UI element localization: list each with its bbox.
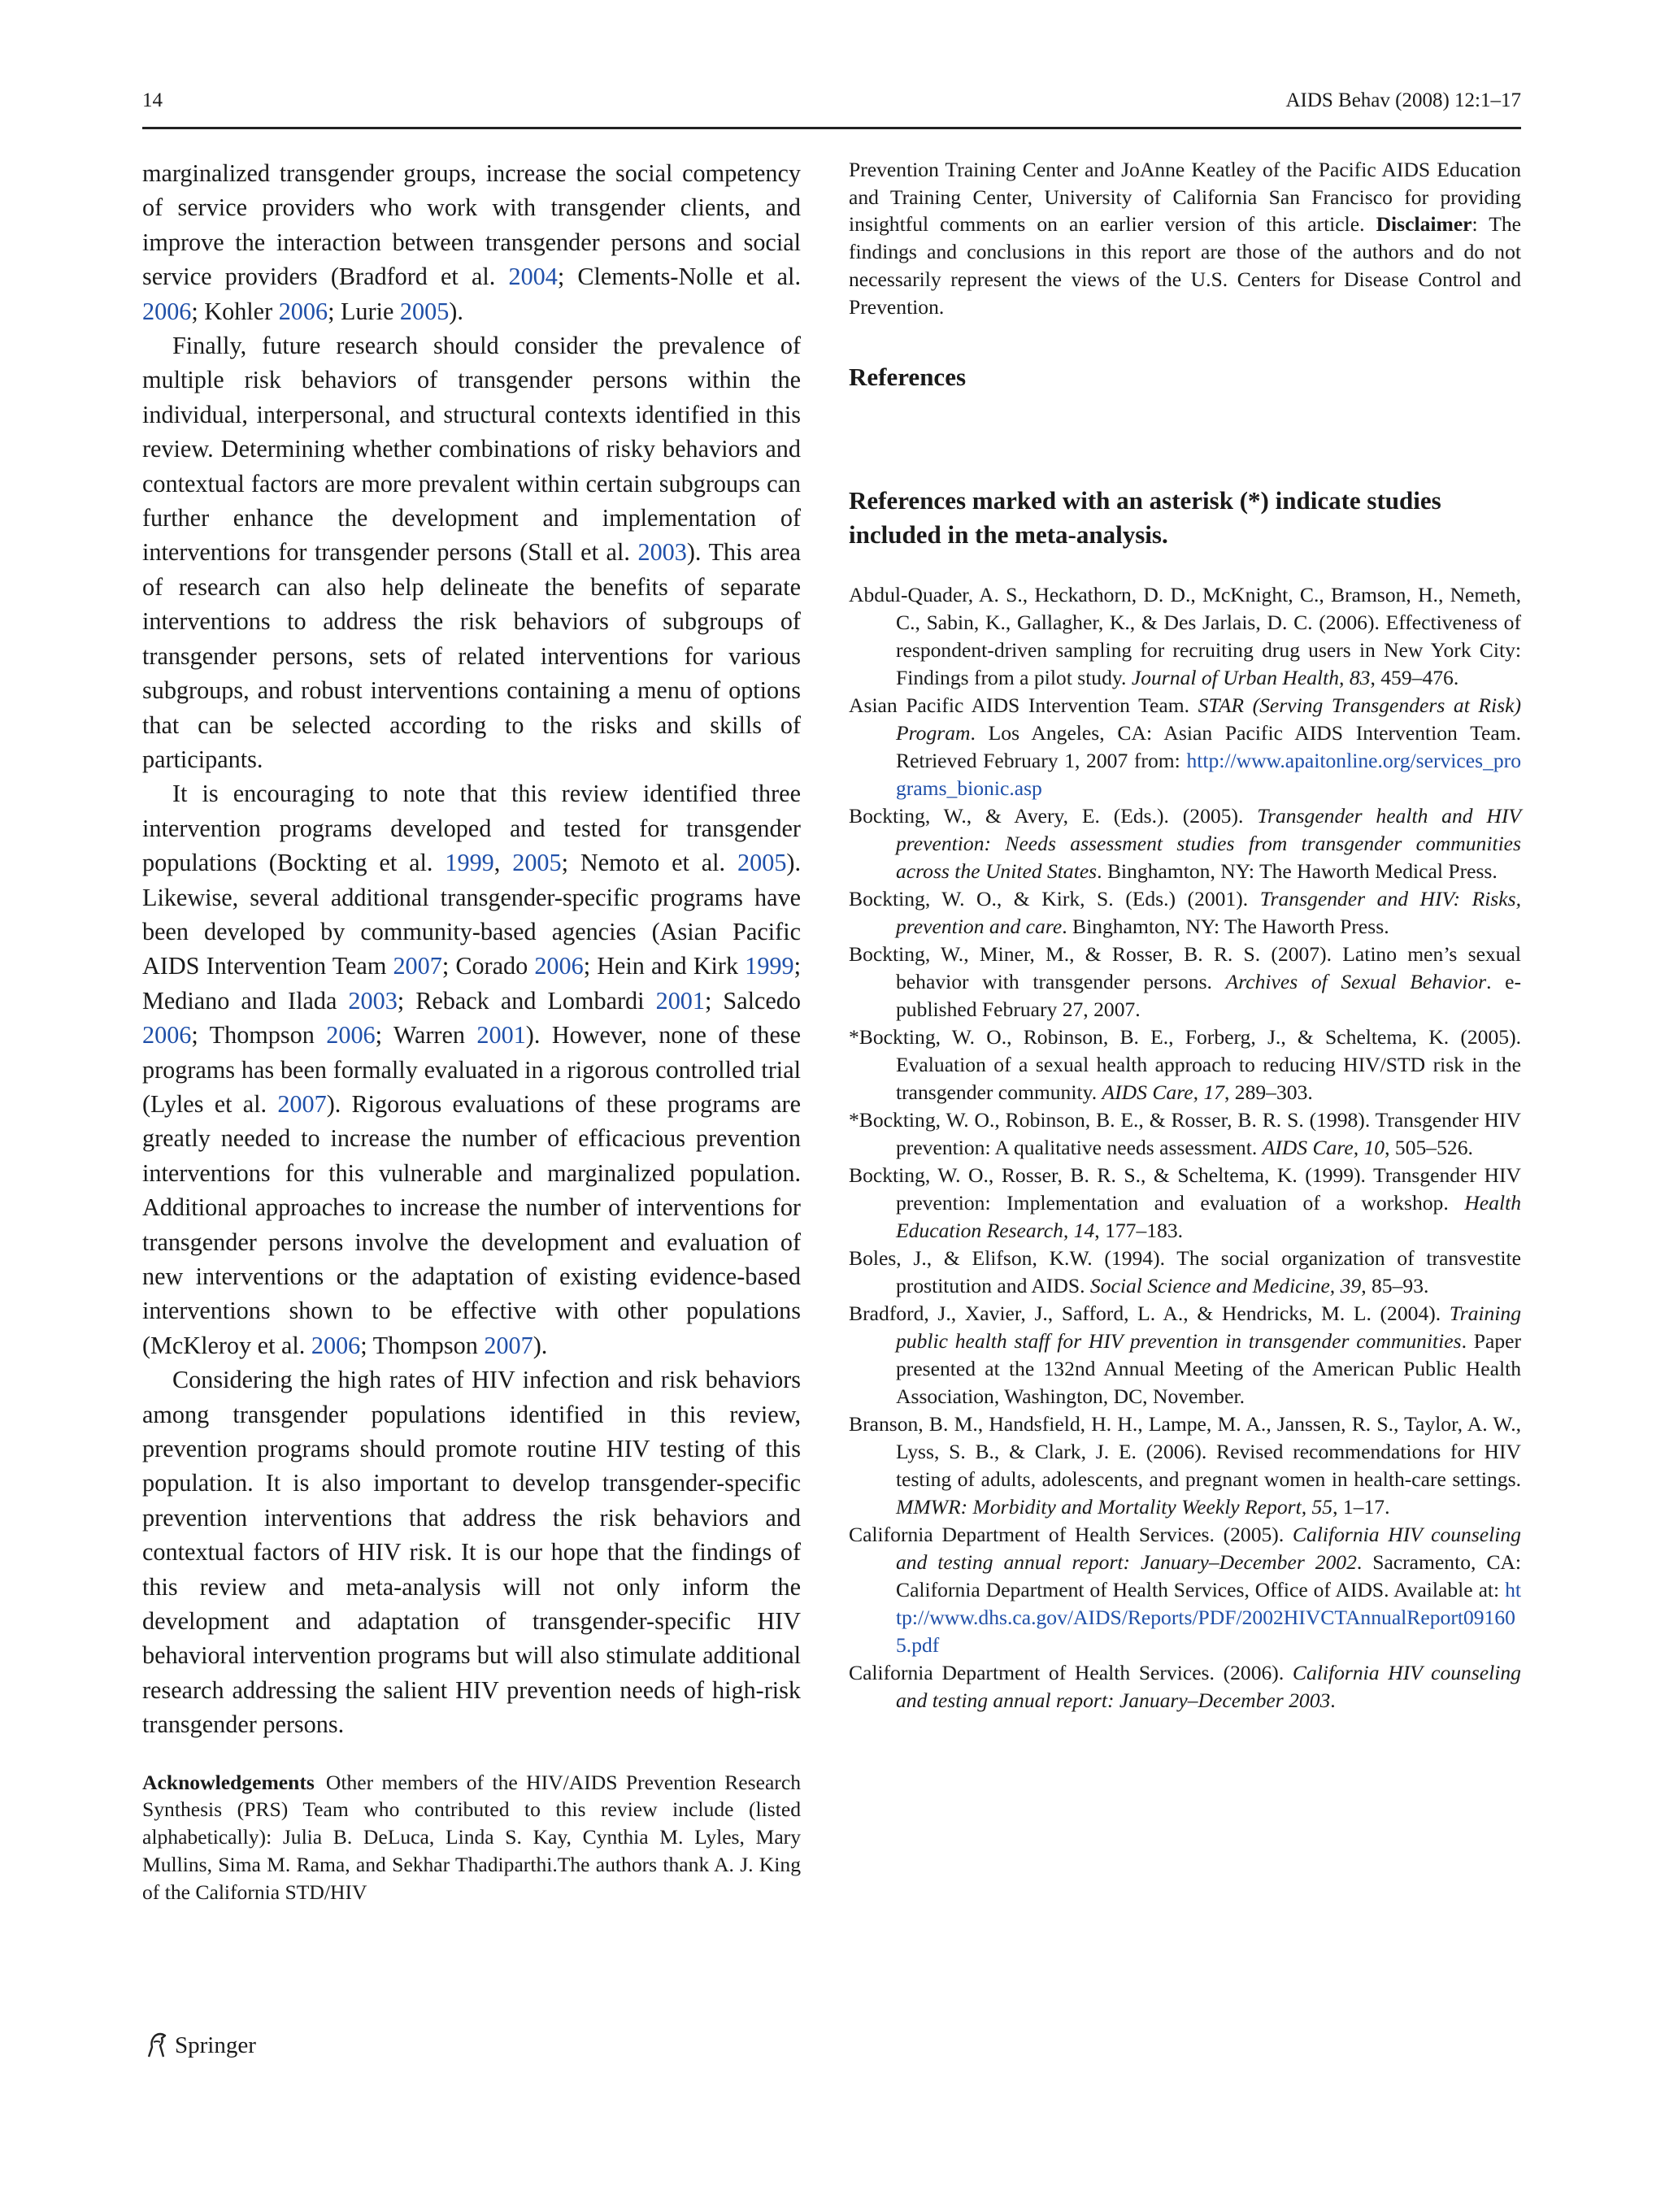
journal-citation: AIDS Behav (2008) 12:1–17 xyxy=(1285,89,1521,111)
reference-item: California Department of Health Services. (2005). California HIV counseling and testing annual report: January–December 2002. Sacramento, CA: California Department of Health Services, Office of AIDS. Available at: http://www.dhs.ca.gov/AIDS/Reports/PDF/2002HIVCTAnnualReport091605.pdf xyxy=(849,1523,1521,1658)
reference-item: California Department of Health Services. (2006). California HIV counseling and testing annual report: January–December 2003. xyxy=(849,1661,1521,1713)
right-column xyxy=(849,156,1521,1714)
reference-item: Bockting, W., & Avery, E. (Eds.). (2005). Transgender health and HIV prevention: Needs assessment studies from transgender communities across the United States. Binghamton, NY: The Haworth Medical Press. xyxy=(849,804,1521,884)
citation-link[interactable]: 2003 xyxy=(637,538,687,567)
disclaimer-label: Disclaimer xyxy=(1376,212,1472,237)
references-heading: References xyxy=(849,363,967,392)
paragraph-2: Finally, future research should consider the prevalence of multiple risk behaviors of transgender persons within the individual, interpersonal, and structural contexts identified in this review. Determining whether combinations of risky behaviors and contextual factors are more prevalent within certain subgroups can further enhance the development and implementation of interventions for transgender persons (Stall et al. 2003). This area of research can also help delineate the benefits of separate interventions to address the risk behaviors of subgroups of transgender persons, sets of related interventions for various subgroups, and robust interventions containing a menu of options that can be selected according to the risks and skills of participants. xyxy=(142,332,801,773)
springer-horse-icon xyxy=(142,2031,172,2060)
reference-item: Bockting, W., Miner, M., & Rosser, B. R. S. (2007). Latino men’s sexual behavior with transgender persons. Archives of Sexual Behavior. e-published February 27, 2007. xyxy=(849,942,1521,1022)
paragraph-3: It is encouraging to note that this review identified three intervention programs developed and tested for transgender populations (Bockting et al. 1999, 2005; Nemoto et al. 2005). Likewise, several additional transgender-specific programs have been developed by community-based agencies (Asian Pacific AIDS Intervention Team 2007; Corado 2006; Hein and Kirk 1999; Mediano and Ilada 2003; Reback and Lombardi 2001; Salcedo 2006; Thompson 2006; Warren 2001). However, none of these programs has been formally evaluated in a rigorous controlled trial (Lyles et al. 2007). Rigorous evaluations of these programs are greatly needed to increase the number of efficacious prevention interventions for this vulnerable and marginalized population. Additional approaches to increase the number of interventions for transgender persons involve the development and evaluation of new interventions or the adaptation of existing evidence-based interventions shown to be effective with other populations (McKleroy et al. 2006; Thompson 2007). xyxy=(142,780,802,1359)
citation-link[interactable]: 2007 xyxy=(277,1089,327,1118)
citation-link[interactable]: 1999 xyxy=(445,849,494,877)
paragraph-1: marginalized transgender groups, increase the social competency of service providers who work with transgender clients, and improve the interaction between transgender persons and social service providers (Bradford et al. 2004; Clements-Nolle et al. 2006; Kohler 2006; Lurie 2005). xyxy=(142,159,801,325)
reference-item: Bockting, W. O., & Kirk, S. (Eds.) (2001). Transgender and HIV: Risks, prevention and care. Binghamton, NY: The Haworth Press. xyxy=(849,887,1521,939)
reference-item: Abdul-Quader, A. S., Heckathorn, D. D., McKnight, C., Bramson, H., Nemeth, C., Sabin, K., Gallagher, K., & Des Jarlais, D. C. (2006). Effectiveness of respondent-driven sampling for recruiting drug users in New York City: Findings from a pilot study. Journal of Urban Health, 83, 459–476. xyxy=(849,583,1521,690)
publisher-name: Springer xyxy=(175,2032,256,2058)
acknowledgements: Acknowledgements Other members of the HIV/AIDS Prevention Research Synthesis (PRS) Team who contributed to this review include (listed alphabetically): Julia B. DeLuca, Linda S. Kay, Cynthia M. Lyles, Mary Mullins, Sima M. Rama, and Sekhar Thadiparthi.The authors thank A. J. King of the California STD/HIV xyxy=(142,1770,801,1904)
references-note: References marked with an asterisk (*) indicate studies included in the meta-analysis. xyxy=(849,486,1441,550)
citation-link[interactable]: 2005 xyxy=(737,849,787,877)
reference-item: Asian Pacific AIDS Intervention Team. STAR (Serving Transgenders at Risk) Program. Los Angeles, CA: Asian Pacific AIDS Intervention Team. Retrieved February 1, 2007 from: http://www.apaitonline.org/services_programs_bionic.asp xyxy=(849,693,1521,801)
citation-link[interactable]: 2004 xyxy=(508,263,558,291)
reference-item: Branson, B. M., Handsfield, H. H., Lampe, M. A., Janssen, R. S., Taylor, A. W., Lyss, S. B., & Clark, J. E. (2006). Revised recommendations for HIV testing of adults, adolescents, and pregnant women in health-care settings. MMWR: Morbidity and Mortality Weekly Report, 55, 1–17. xyxy=(849,1412,1521,1519)
citation-link[interactable]: 2005 xyxy=(399,297,450,325)
reference-url-link[interactable]: http://www.dhs.ca.gov/AIDS/Reports/PDF/2002HIVCTAnnualReport091605.pdf xyxy=(896,1578,1521,1658)
citation-link[interactable]: 2003 xyxy=(348,986,398,1015)
left-column xyxy=(142,156,801,1927)
reference-url-link[interactable]: http://www.apaitonline.org/services_programs_bionic.asp xyxy=(896,749,1521,801)
citation-link[interactable]: 2007 xyxy=(484,1331,533,1359)
citation-link[interactable]: 1999 xyxy=(745,952,794,980)
reference-item: Boles, J., & Elifson, K.W. (1994). The social organization of transvestite prostitution and AIDS. Social Science and Medicine, 39, 85–93. xyxy=(849,1246,1521,1298)
citation-link[interactable]: 2005 xyxy=(512,849,562,877)
citation-link[interactable]: 2006 xyxy=(142,297,192,325)
citation-link[interactable]: 2001 xyxy=(655,986,705,1015)
citation-link[interactable]: 2006 xyxy=(534,952,584,980)
reference-item: *Bockting, W. O., Robinson, B. E., & Rosser, B. R. S. (1998). Transgender HIV prevention: A qualitative needs assessment. AIDS Care, 10, 505–526. xyxy=(849,1108,1521,1160)
citation-link[interactable]: 2006 xyxy=(326,1021,376,1050)
reference-list xyxy=(849,581,1521,1714)
reference-item: *Bockting, W. O., Robinson, B. E., Forberg, J., & Scheltema, K. (2005). Evaluation of a sexual health approach to reducing HIV/STD risk in the transgender community. AIDS Care, 17, 289–303. xyxy=(849,1025,1521,1105)
citation-link[interactable]: 2006 xyxy=(278,297,328,325)
paragraph-4: Considering the high rates of HIV infection and risk behaviors among transgender populations identified in this review, prevention programs should promote routine HIV testing of this population. It is also important to develop transgender-specific prevention interventions that address the risk behaviors and contextual factors of HIV risk. It is our hope that the findings of this review and meta-analysis will not only inform the development and adaptation of transgender-specific HIV behavioral intervention programs but will also stimulate additional research addressing the salient HIV prevention needs of high-risk transgender persons. xyxy=(142,1366,801,1739)
reference-item: Bradford, J., Xavier, J., Safford, L. A., & Hendricks, M. L. (2004). Training public health staff for HIV prevention in transgender communities. Paper presented at the 132nd Annual Meeting of the American Public Health Association, Washington, DC, November. xyxy=(849,1302,1522,1409)
running-header xyxy=(142,89,1521,129)
citation-link[interactable]: 2001 xyxy=(476,1021,526,1050)
acknowledgements-continued: Prevention Training Center and JoAnne Keatley of the Pacific AIDS Education and Training Center, University of California San Francisco for providing insightful comments on an earlier version of this article. Disclaimer: The findings and conclusions in this report are those of the authors and do not necessarily represent the views of the U.S. Centers for Disease Control and Prevention. xyxy=(849,158,1522,319)
acknowledgements-label: Acknowledgements xyxy=(142,1770,315,1794)
citation-link[interactable]: 2006 xyxy=(142,1021,192,1050)
page-number: 14 xyxy=(142,89,163,111)
publisher-footer xyxy=(142,2031,256,2060)
citation-link[interactable]: 2006 xyxy=(311,1331,361,1359)
citation-link[interactable]: 2007 xyxy=(393,952,442,980)
reference-item: Bockting, W. O., Rosser, B. R. S., & Scheltema, K. (1999). Transgender HIV prevention: Implementation and evaluation of a workshop. Health Education Research, 14, 177–183. xyxy=(849,1163,1521,1243)
